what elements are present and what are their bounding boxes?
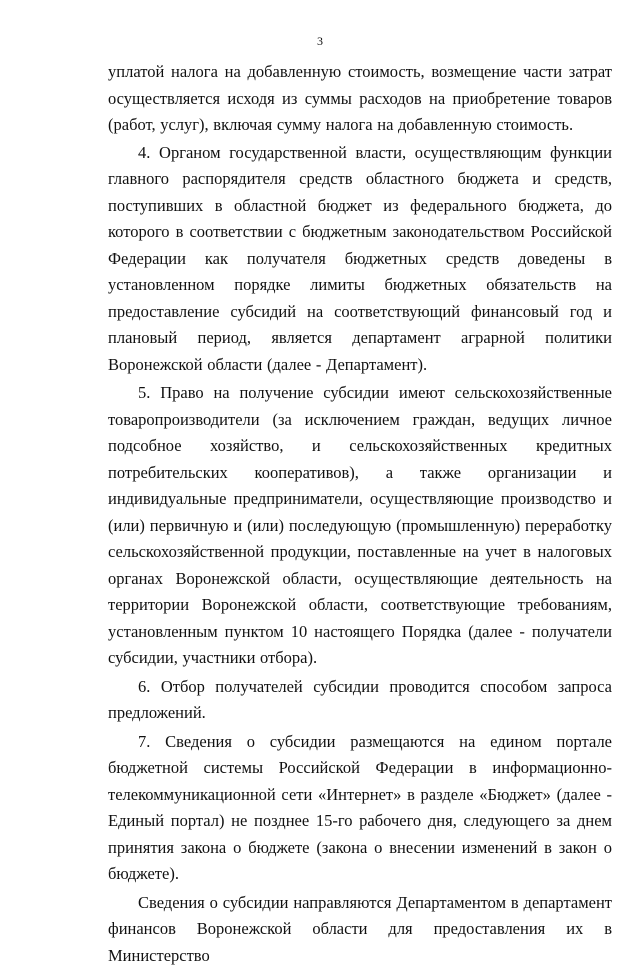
paragraph-item-6: 6. Отбор получателей субсидии проводится способом запроса предложений. bbox=[108, 674, 612, 727]
paragraph-item-4: 4. Органом государственной власти, осуществляющим функции главного распорядителя средств областного бюджета и средств, поступивших в областной бюджет из федерального бюджета, до которого в соответствии с бюджетным законодательством Российской Федерации как получателя бюджетных средств доведены в установленном порядке лимиты бюджетных обязательств на предоставление субсидий на соответствующий финансовый год и плановый период, является департамент аграрной политики Воронежской области (далее - Департамент). bbox=[108, 140, 612, 379]
page-number: 3 bbox=[0, 34, 640, 48]
document-body bbox=[108, 59, 612, 969]
paragraph-subsidy-info: Сведения о субсидии направляются Департаментом в департамент финансов Воронежской области для предоставления их в Министерство bbox=[108, 890, 612, 969]
paragraph-continuation: уплатой налога на добавленную стоимость, возмещение части затрат осуществляется исходя из суммы расходов на приобретение товаров (работ, услуг), включая сумму налога на добавленную стоимость. bbox=[108, 59, 612, 139]
paragraph-item-5: 5. Право на получение субсидии имеют сельскохозяйственные товаропроизводители (за исключением граждан, ведущих личное подсобное хозяйство, и сельскохозяйственных кредитных потребительских кооперативов), а также организации и индивидуальные предприниматели, осуществляющие производство и (или) первичную и (или) последующую (промышленную) переработку сельскохозяйственной продукции, поставленные на учет в налоговых органах Воронежской области, осуществляющие деятельность на территории Воронежской области, соответствующие требованиям, установленным пунктом 10 настоящего Порядка (далее - получатели субсидии, участники отбора). bbox=[108, 380, 612, 672]
paragraph-item-7: 7. Сведения о субсидии размещаются на едином портале бюджетной системы Российской Федерации в информационно-телекоммуникационной сети «Интернет» в разделе «Бюджет» (далее - Единый портал) не позднее 15-го рабочего дня, следующего за днем принятия закона о бюджете (закона о внесении изменений в закон о бюджете). bbox=[108, 729, 612, 888]
